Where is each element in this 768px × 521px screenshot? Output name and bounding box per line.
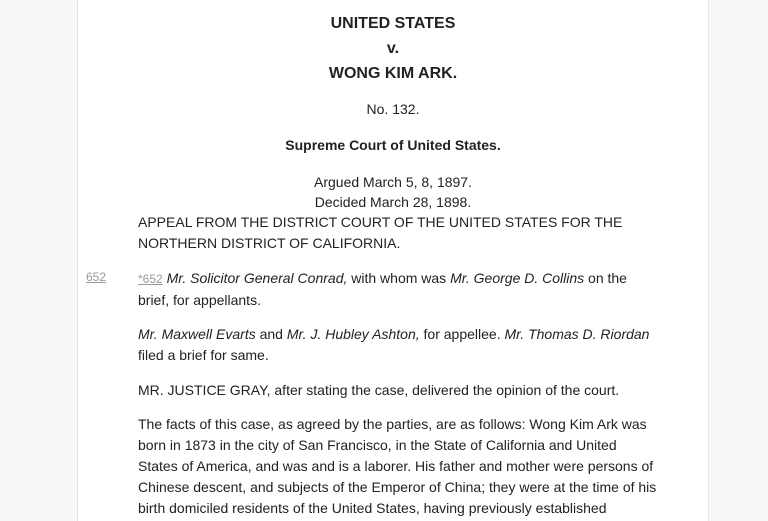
margin-page-number-link[interactable]: 652 — [86, 270, 107, 284]
document-page — [77, 0, 709, 521]
argued-date: Argued March 5, 8, 1897. — [314, 174, 472, 190]
opinion-intro: MR. JUSTICE GRAY, after stating the case, delivered the opinion of the court. — [138, 382, 620, 398]
case-title-party2: WONG KIM ARK. — [328, 65, 458, 82]
case-title-party1: UNITED STATES — [330, 15, 456, 32]
decided-date: Decided March 28, 1898. — [314, 194, 472, 210]
opinion-facts: The facts of this case, as agreed by the parties, are as follows: Wong Kim Ark was born in 1873 in the city of San Francisco, in the State of California and United States of America, and was and is a laborer. His father and mother were persons of Chinese descent, and subjects of the Emperor of China; they were at the time of his birth domiciled residents of the United States, having previously established — [138, 416, 657, 516]
counsel-text: filed a brief for same. — [138, 347, 269, 363]
counsel-text: and — [255, 326, 287, 342]
counsel-appellee — [138, 324, 658, 366]
counsel-name: Mr. J. Hubley Ashton, — [286, 326, 420, 342]
case-dates — [138, 172, 648, 212]
case-title-versus: v. — [386, 40, 400, 57]
counsel-appellants — [138, 268, 658, 311]
court-name: Supreme Court of United States. — [285, 137, 501, 153]
star-page-link[interactable]: *652 — [138, 272, 163, 286]
counsel-name: Mr. Solicitor General Conrad, — [166, 270, 348, 286]
docket-number: No. 132. — [366, 101, 420, 117]
counsel-text: for appellee. — [419, 326, 505, 342]
counsel-name: Mr. George D. Collins — [450, 270, 585, 286]
counsel-name: Mr. Thomas D. Riordan — [504, 326, 650, 342]
counsel-text: with whom was — [347, 270, 451, 286]
appeal-line: APPEAL FROM THE DISTRICT COURT OF THE UNITED STATES FOR THE NORTHERN DISTRICT OF CALIFORNIA. — [138, 214, 623, 251]
case-title — [138, 11, 648, 86]
counsel-name: Mr. Maxwell Evarts — [138, 326, 256, 342]
counsel-text: on the brief, for appellants. — [138, 270, 627, 308]
